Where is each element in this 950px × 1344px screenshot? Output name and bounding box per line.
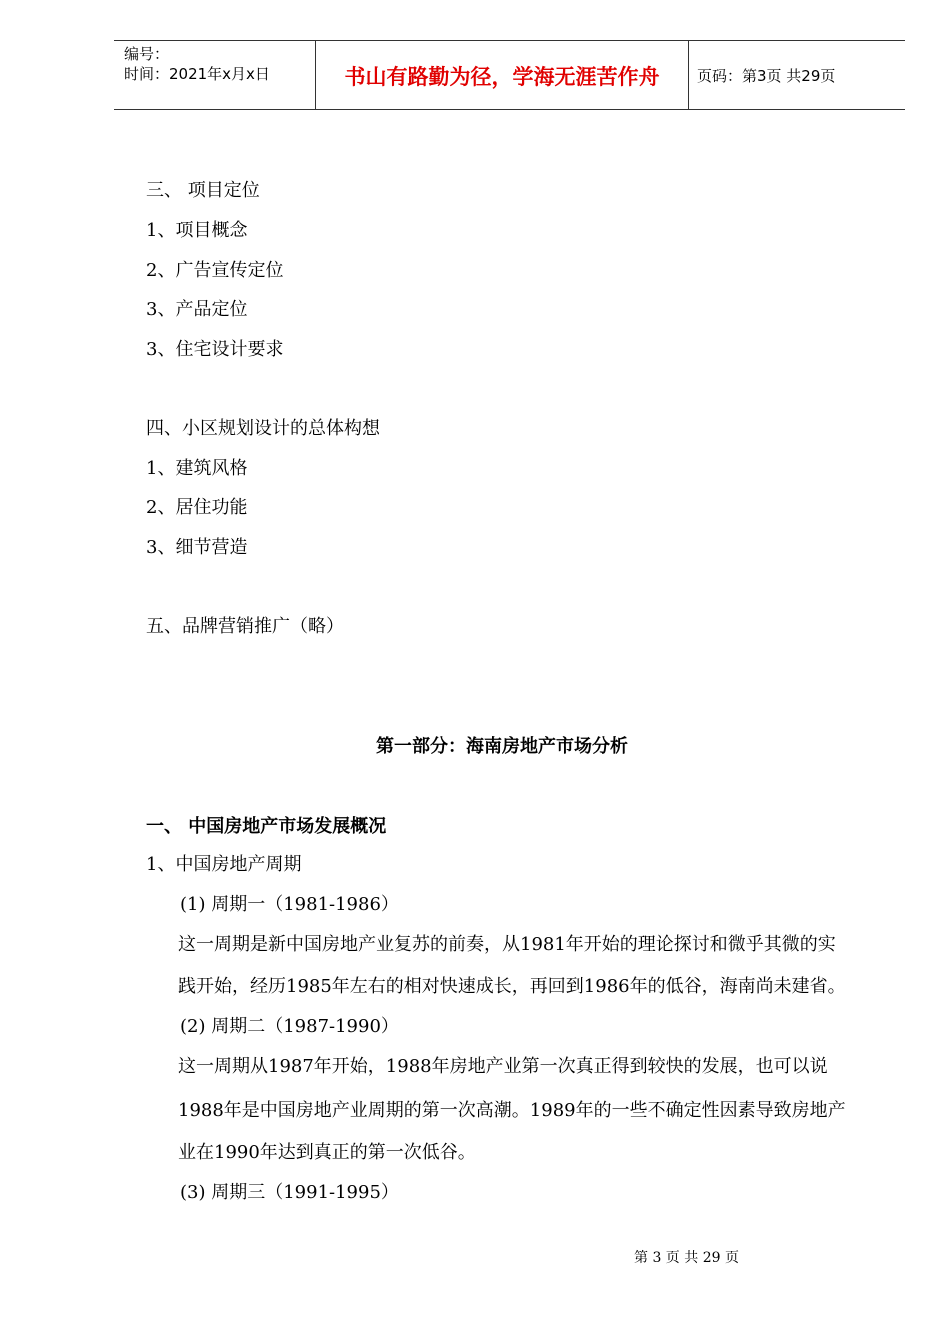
page-header <box>114 40 905 110</box>
section5-title: 五、品牌营销推广（略） <box>146 616 344 637</box>
section3-item: 3、产品定位 <box>146 299 248 320</box>
section4-item: 1、建筑风格 <box>146 458 248 479</box>
section4-item: 3、细节营造 <box>146 537 248 558</box>
motto: 书山有路勤为径，学海无涯苦作舟 <box>344 65 660 89</box>
cycle1-title: (1) 周期一（1981-1986） <box>180 894 399 915</box>
cycle2-line: 这一周期从1987年开始，1988年房地产业第一次真正得到较快的发展，也可以说 <box>178 1056 828 1077</box>
section3-title: 三、 项目定位 <box>146 180 260 201</box>
header-motto-cell <box>316 41 689 109</box>
page-info: 页码：第3页 共29页 <box>697 67 836 85</box>
section3-item: 2、广告宣传定位 <box>146 260 284 281</box>
cycle2-line: 1988年是中国房地产业周期的第一次高潮。1989年的一些不确定性因素导致房地产 <box>178 1100 846 1121</box>
section3-item: 3、住宅设计要求 <box>146 339 284 360</box>
cycle1-line: 践开始，经历1985年左右的相对快速成长，再回到1986年的低谷，海南尚未建省。 <box>178 976 846 997</box>
section3-item: 1、项目概念 <box>146 220 248 241</box>
number-label: 编号： <box>124 45 170 63</box>
cycle1-line: 这一周期是新中国房地产业复苏的前奏，从1981年开始的理论探讨和微乎其微的实 <box>178 934 836 955</box>
cycle3-title: (3) 周期三（1991-1995） <box>180 1182 399 1203</box>
section4-item: 2、居住功能 <box>146 497 248 518</box>
header-page-cell <box>689 41 905 109</box>
cycle2-line: 业在1990年达到真正的第一次低谷。 <box>178 1142 476 1163</box>
header-meta-cell <box>114 41 316 109</box>
section4-title: 四、小区规划设计的总体构想 <box>146 418 380 439</box>
part-title: 第一部分：海南房地产市场分析 <box>376 736 628 757</box>
subheading-1: 1、中国房地产周期 <box>146 854 302 875</box>
heading-1: 一、 中国房地产市场发展概况 <box>146 816 387 837</box>
time-label: 时间：2021年x月x日 <box>124 65 270 83</box>
cycle2-title: (2) 周期二（1987-1990） <box>180 1016 399 1037</box>
page-footer: 第 3 页 共 29 页 <box>634 1250 739 1266</box>
